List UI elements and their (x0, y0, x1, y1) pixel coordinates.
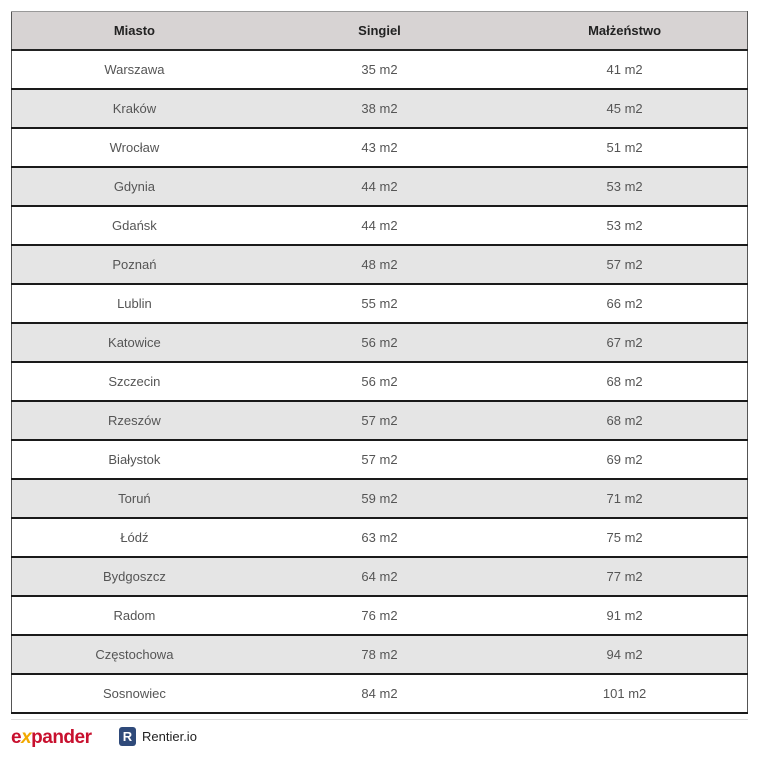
cell-miasto: Sosnowiec (12, 674, 257, 713)
table-row (12, 557, 748, 596)
cell-miasto: Lublin (12, 284, 257, 323)
expander-logo-x: x (21, 727, 32, 748)
table-row (12, 89, 748, 128)
cell-singiel: 35 m2 (257, 50, 502, 89)
header-malzenstwo: Małżeństwo (502, 12, 747, 51)
cell-miasto: Szczecin (12, 362, 257, 401)
cell-miasto: Częstochowa (12, 635, 257, 674)
table-body (12, 50, 748, 713)
table-row (12, 674, 748, 713)
cell-malzenstwo: 77 m2 (502, 557, 747, 596)
cell-miasto: Kraków (12, 89, 257, 128)
cell-malzenstwo: 68 m2 (502, 401, 747, 440)
table-row (12, 596, 748, 635)
cell-miasto: Bydgoszcz (12, 557, 257, 596)
table-row (12, 284, 748, 323)
cell-malzenstwo: 66 m2 (502, 284, 747, 323)
expander-logo-e: e (11, 727, 22, 748)
cell-malzenstwo: 41 m2 (502, 50, 747, 89)
cell-malzenstwo: 45 m2 (502, 89, 747, 128)
table-row (12, 167, 748, 206)
cell-singiel: 44 m2 (257, 167, 502, 206)
cell-singiel: 55 m2 (257, 284, 502, 323)
cell-miasto: Radom (12, 596, 257, 635)
cell-singiel: 56 m2 (257, 323, 502, 362)
table-header-row (12, 12, 748, 51)
table-row (12, 323, 748, 362)
rentier-icon: R (119, 727, 136, 746)
cell-miasto: Warszawa (12, 50, 257, 89)
cell-miasto: Wrocław (12, 128, 257, 167)
cell-singiel: 84 m2 (257, 674, 502, 713)
header-singiel: Singiel (257, 12, 502, 51)
cell-malzenstwo: 91 m2 (502, 596, 747, 635)
cell-singiel: 38 m2 (257, 89, 502, 128)
table-row (12, 479, 748, 518)
cell-singiel: 78 m2 (257, 635, 502, 674)
cell-miasto: Białystok (12, 440, 257, 479)
cell-miasto: Gdynia (12, 167, 257, 206)
expander-logo (11, 727, 92, 749)
cell-malzenstwo: 57 m2 (502, 245, 747, 284)
cell-miasto: Poznań (12, 245, 257, 284)
cell-singiel: 57 m2 (257, 401, 502, 440)
table-row (12, 128, 748, 167)
cell-miasto: Gdańsk (12, 206, 257, 245)
cell-singiel: 56 m2 (257, 362, 502, 401)
expander-logo-rest: pander (31, 727, 92, 748)
table-row (12, 245, 748, 284)
cell-malzenstwo: 67 m2 (502, 323, 747, 362)
cell-malzenstwo: 51 m2 (502, 128, 747, 167)
cell-malzenstwo: 75 m2 (502, 518, 747, 557)
table-row (12, 518, 748, 557)
rentier-text: Rentier.io (142, 729, 197, 744)
cell-malzenstwo: 94 m2 (502, 635, 747, 674)
rentier-logo (119, 727, 197, 746)
table-row (12, 206, 748, 245)
table-row (12, 401, 748, 440)
data-table (11, 11, 748, 714)
table-row (12, 440, 748, 479)
table-row (12, 50, 748, 89)
cell-malzenstwo: 101 m2 (502, 674, 747, 713)
cell-malzenstwo: 53 m2 (502, 167, 747, 206)
cell-singiel: 76 m2 (257, 596, 502, 635)
cell-malzenstwo: 69 m2 (502, 440, 747, 479)
cell-singiel: 57 m2 (257, 440, 502, 479)
cell-singiel: 64 m2 (257, 557, 502, 596)
header-miasto: Miasto (12, 12, 257, 51)
cell-singiel: 44 m2 (257, 206, 502, 245)
data-table-container (11, 11, 748, 714)
cell-singiel: 59 m2 (257, 479, 502, 518)
cell-malzenstwo: 71 m2 (502, 479, 747, 518)
cell-singiel: 63 m2 (257, 518, 502, 557)
cell-miasto: Toruń (12, 479, 257, 518)
cell-singiel: 48 m2 (257, 245, 502, 284)
cell-singiel: 43 m2 (257, 128, 502, 167)
footer-logos (11, 719, 748, 756)
table-row (12, 362, 748, 401)
cell-miasto: Rzeszów (12, 401, 257, 440)
cell-miasto: Łódź (12, 518, 257, 557)
cell-malzenstwo: 68 m2 (502, 362, 747, 401)
cell-miasto: Katowice (12, 323, 257, 362)
table-row (12, 635, 748, 674)
cell-malzenstwo: 53 m2 (502, 206, 747, 245)
